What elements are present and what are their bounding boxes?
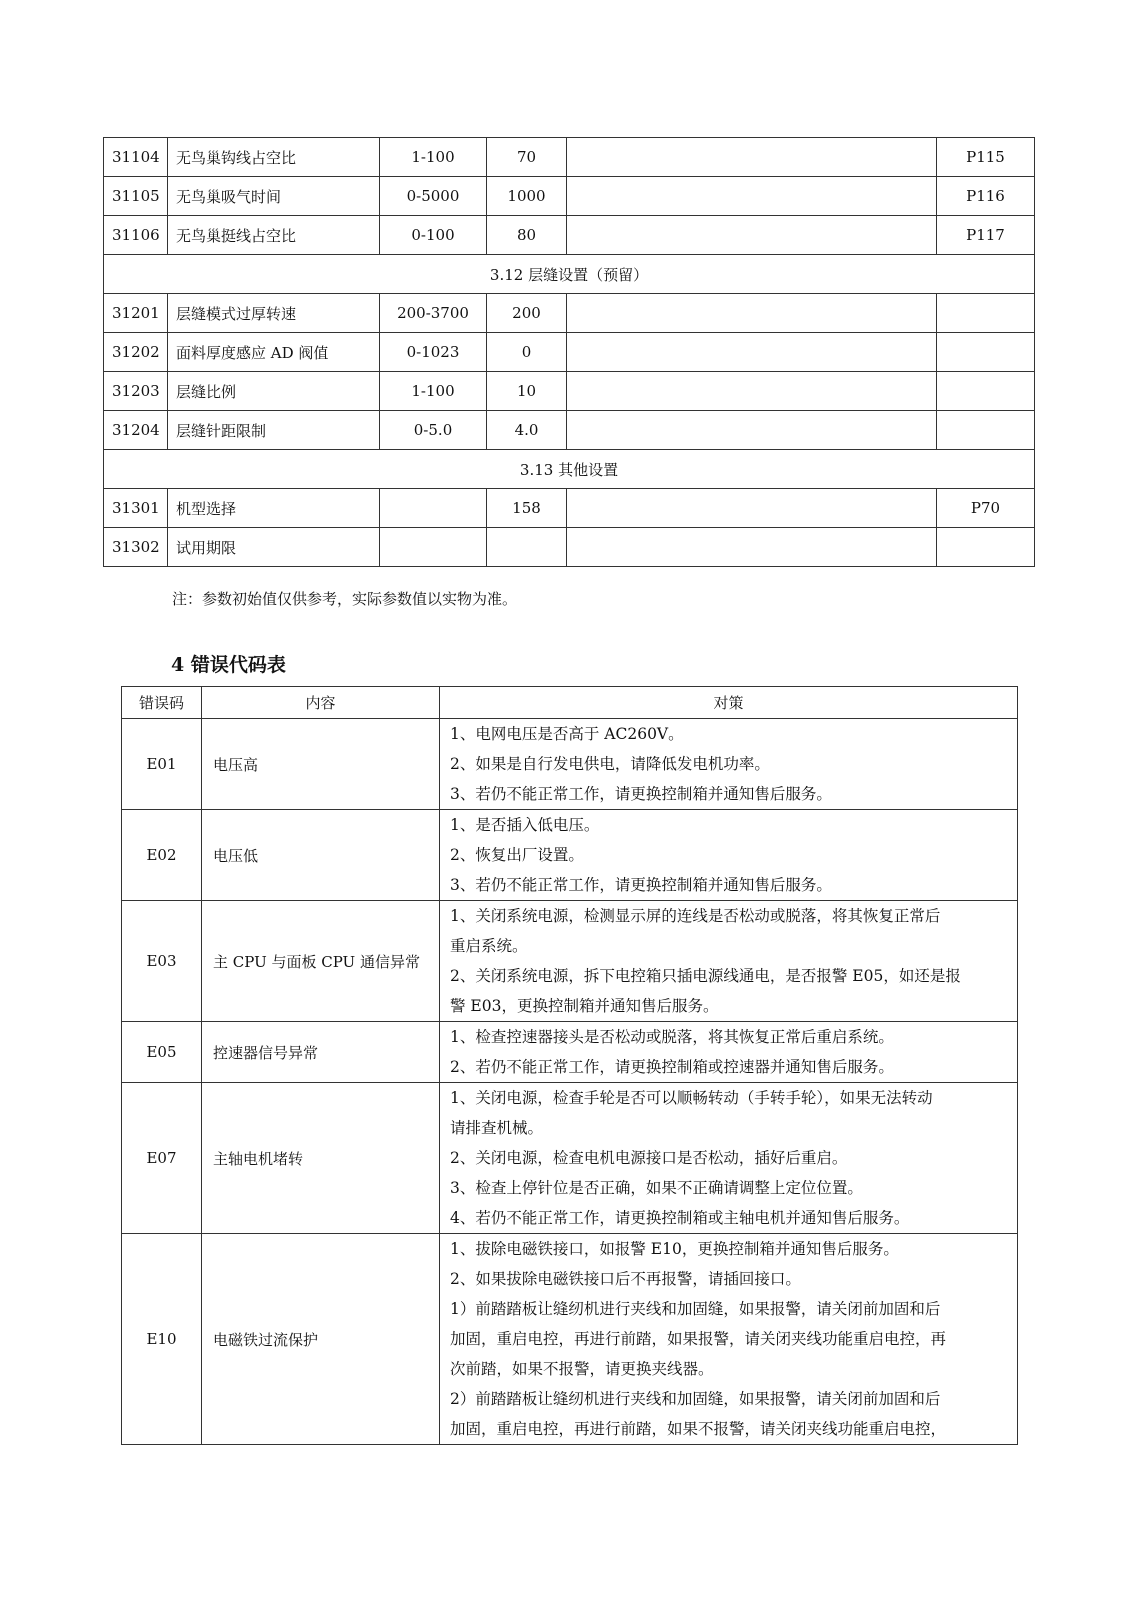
param-default (487, 528, 567, 567)
param-range: 0-100 (380, 216, 487, 255)
param-ref: P116 (937, 177, 1035, 216)
param-note-cell (567, 333, 937, 372)
error-content: 电压高 (202, 719, 440, 810)
param-name: 无鸟巢吸气时间 (168, 177, 380, 216)
param-name: 层缝针距限制 (168, 411, 380, 450)
measure-line: 3、若仍不能正常工作，请更换控制箱并通知售后服务。 (450, 876, 832, 894)
param-ref (937, 294, 1035, 333)
param-name: 面料厚度感应 AD 阀值 (168, 333, 380, 372)
measure-line: 1）前踏踏板让缝纫机进行夹线和加固缝，如果报警，请关闭前加固和后 (450, 1300, 941, 1318)
param-name: 试用期限 (168, 528, 380, 567)
measure-line: 2、如果是自行发电供电，请降低发电机功率。 (450, 755, 770, 773)
error-content: 电压低 (202, 810, 440, 901)
param-range (380, 489, 487, 528)
table-row (122, 719, 1018, 810)
measure-line: 加固，重启电控，再进行前踏，如果报警，请关闭夹线功能重启电控，再 (450, 1330, 947, 1348)
table-row (104, 294, 1035, 333)
section-title: 3.12 层缝设置（预留） (104, 255, 1035, 294)
param-range: 1-100 (380, 138, 487, 177)
param-default: 4.0 (487, 411, 567, 450)
measure-line: 4、若仍不能正常工作，请更换控制箱或主轴电机并通知售后服务。 (450, 1209, 910, 1227)
error-content: 控速器信号异常 (202, 1022, 440, 1083)
error-measures (440, 1234, 1018, 1445)
error-content: 主 CPU 与面板 CPU 通信异常 (202, 901, 440, 1022)
param-default: 70 (487, 138, 567, 177)
param-code: 31201 (104, 294, 168, 333)
section-row (104, 255, 1035, 294)
param-note-cell (567, 294, 937, 333)
param-default: 1000 (487, 177, 567, 216)
error-measures (440, 719, 1018, 810)
param-ref (937, 372, 1035, 411)
section-row (104, 450, 1035, 489)
param-range: 200-3700 (380, 294, 487, 333)
table-row (104, 528, 1035, 567)
section-title: 3.13 其他设置 (104, 450, 1035, 489)
param-code: 31301 (104, 489, 168, 528)
param-default: 80 (487, 216, 567, 255)
table-row (104, 216, 1035, 255)
section-heading: 4 错误代码表 (171, 654, 286, 676)
param-code: 31302 (104, 528, 168, 567)
param-ref (937, 333, 1035, 372)
measure-line: 2、如果拔除电磁铁接口后不再报警，请插回接口。 (450, 1270, 801, 1288)
error-measures (440, 810, 1018, 901)
param-range: 1-100 (380, 372, 487, 411)
error-code: E07 (122, 1083, 202, 1234)
header-measures: 对策 (440, 687, 1018, 719)
param-note-cell (567, 216, 937, 255)
measure-line: 1、关闭电源，检查手轮是否可以顺畅转动（手转手轮），如果无法转动 (450, 1089, 933, 1107)
table-row (122, 1022, 1018, 1083)
table-row (122, 901, 1018, 1022)
measure-line: 3、若仍不能正常工作，请更换控制箱并通知售后服务。 (450, 785, 832, 803)
measure-line: 加固，重启电控，再进行前踏，如果不报警，请关闭夹线功能重启电控， (450, 1420, 947, 1438)
error-code-table (121, 686, 1018, 1445)
param-range (380, 528, 487, 567)
param-ref: P70 (937, 489, 1035, 528)
parameter-table-body (104, 138, 1035, 567)
param-range: 0-5.0 (380, 411, 487, 450)
param-note-cell (567, 411, 937, 450)
table-row (104, 372, 1035, 411)
param-code: 31204 (104, 411, 168, 450)
error-measures (440, 901, 1018, 1022)
param-code: 31202 (104, 333, 168, 372)
param-default: 158 (487, 489, 567, 528)
error-code: E01 (122, 719, 202, 810)
measure-line: 警 E03，更换控制箱并通知售后服务。 (450, 997, 719, 1015)
error-measures (440, 1022, 1018, 1083)
measure-line: 1、关闭系统电源，检测显示屏的连线是否松动或脱落，将其恢复正常后 (450, 907, 941, 925)
param-ref: P117 (937, 216, 1035, 255)
error-code: E05 (122, 1022, 202, 1083)
param-name: 层缝比例 (168, 372, 380, 411)
param-ref (937, 411, 1035, 450)
measure-line: 重启系统。 (450, 937, 528, 955)
param-note-cell (567, 177, 937, 216)
parameter-note: 注：参数初始值仅供参考，实际参数值以实物为准。 (172, 590, 518, 608)
error-code: E02 (122, 810, 202, 901)
table-row (104, 411, 1035, 450)
parameter-table (103, 137, 1035, 567)
param-name: 无鸟巢钩线占空比 (168, 138, 380, 177)
measure-line: 2、关闭系统电源，拆下电控箱只插电源线通电，是否报警 E05，如还是报 (450, 967, 961, 985)
param-code: 31104 (104, 138, 168, 177)
table-row (122, 810, 1018, 901)
param-range: 0-1023 (380, 333, 487, 372)
param-default: 10 (487, 372, 567, 411)
param-range: 0-5000 (380, 177, 487, 216)
param-name: 层缝模式过厚转速 (168, 294, 380, 333)
param-name: 机型选择 (168, 489, 380, 528)
param-code: 31106 (104, 216, 168, 255)
error-table-body (122, 719, 1018, 1445)
measure-line: 1、是否插入低电压。 (450, 816, 600, 834)
param-note-cell (567, 372, 937, 411)
param-note-cell (567, 528, 937, 567)
measure-line: 2、若仍不能正常工作，请更换控制箱或控速器并通知售后服务。 (450, 1058, 894, 1076)
measure-line: 1、电网电压是否高于 AC260V。 (450, 725, 684, 743)
measure-line: 2）前踏踏板让缝纫机进行夹线和加固缝，如果报警，请关闭前加固和后 (450, 1390, 941, 1408)
table-row (122, 1083, 1018, 1234)
param-note-cell (567, 138, 937, 177)
measure-line: 1、检查控速器接头是否松动或脱落，将其恢复正常后重启系统。 (450, 1028, 894, 1046)
measure-line: 2、恢复出厂设置。 (450, 846, 584, 864)
measure-line: 1、拔除电磁铁接口，如报警 E10，更换控制箱并通知售后服务。 (450, 1240, 899, 1258)
table-row (104, 138, 1035, 177)
error-content: 主轴电机堵转 (202, 1083, 440, 1234)
param-code: 31203 (104, 372, 168, 411)
param-name: 无鸟巢挺线占空比 (168, 216, 380, 255)
param-ref (937, 528, 1035, 567)
param-ref: P115 (937, 138, 1035, 177)
error-measures (440, 1083, 1018, 1234)
table-row (104, 489, 1035, 528)
param-default: 200 (487, 294, 567, 333)
error-content: 电磁铁过流保护 (202, 1234, 440, 1445)
table-row (104, 333, 1035, 372)
measure-line: 请排查机械。 (450, 1119, 544, 1137)
table-row (104, 177, 1035, 216)
param-default: 0 (487, 333, 567, 372)
table-row (122, 1234, 1018, 1445)
param-note-cell (567, 489, 937, 528)
error-code: E10 (122, 1234, 202, 1445)
measure-line: 次前踏，如果不报警，请更换夹线器。 (450, 1360, 714, 1378)
measure-line: 2、关闭电源，检查电机电源接口是否松动，插好后重启。 (450, 1149, 848, 1167)
header-content: 内容 (202, 687, 440, 719)
param-code: 31105 (104, 177, 168, 216)
error-table-header (122, 687, 1018, 719)
error-code: E03 (122, 901, 202, 1022)
header-code: 错误码 (122, 687, 202, 719)
measure-line: 3、检查上停针位是否正确，如果不正确请调整上定位位置。 (450, 1179, 863, 1197)
